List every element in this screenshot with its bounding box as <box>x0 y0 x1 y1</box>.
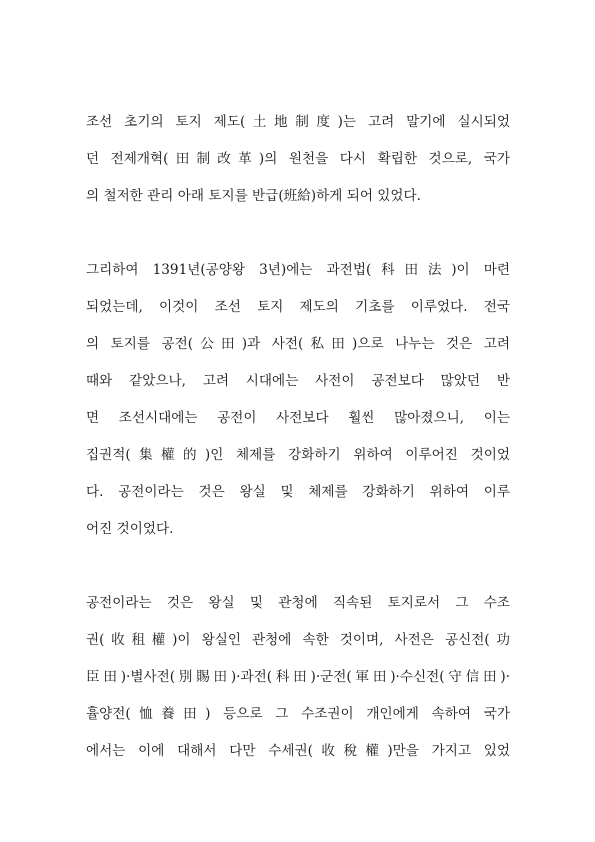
paragraph-3-line-3: 臣田)·별사전(別賜田)·과전(科田)·군전(軍田)·수신전(守信田)· <box>86 669 510 685</box>
paragraph-2-line-2: 되었는데, 이것이 조선 토지 제도의 기초를 이루었다. 전국 <box>86 299 510 315</box>
paragraph-2-line-4: 때와 같았으나, 고려 시대에는 사전이 공전보다 많았던 반 <box>86 373 510 389</box>
paragraph-2-line-3: 의 토지를 공전(公田)과 사전(私田)으로 나누는 것은 고려 <box>86 336 510 352</box>
paragraph-1-line-2: 던 전제개혁(田制改革)의 원천을 다시 확립한 것으로, 국가 <box>86 151 510 167</box>
paragraph-2-line-8: 어진 것이었다. <box>86 521 174 537</box>
paragraph-2-line-6: 집권적(集權的)인 체제를 강화하기 위하여 이루어진 것이었 <box>86 447 510 463</box>
paragraph-3-line-5: 에서는 이에 대해서 다만 수세권(收稅權)만을 가지고 있었 <box>86 743 510 759</box>
paragraph-1-line-1: 조선 초기의 토지 제도(土地制度)는 고려 말기에 실시되었 <box>86 114 510 130</box>
paragraph-2-line-7: 다. 공전이라는 것은 왕실 및 체제를 강화하기 위하여 이루 <box>86 484 510 500</box>
paragraph-3-line-1: 공전이라는 것은 왕실 및 관청에 직속된 토지로서 그 수조 <box>86 595 510 611</box>
paragraph-2-line-5: 면 조선시대에는 공전이 사전보다 훨씬 많아졌으니, 이는 <box>86 410 510 426</box>
paragraph-3-line-2: 권(收租權)이 왕실인 관청에 속한 것이며, 사전은 공신전(功 <box>86 632 510 648</box>
paragraph-1-line-3: 의 철저한 관리 아래 토지를 반급(班給)하게 되어 있었다. <box>86 188 421 204</box>
paragraph-2-line-1: 그리하여 1391년(공양왕 3년)에는 과전법(科田法)이 마련 <box>86 262 510 278</box>
paragraph-3-line-4: 휼양전(恤養田) 등으로 그 수조권이 개인에게 속하여 국가 <box>86 706 510 722</box>
